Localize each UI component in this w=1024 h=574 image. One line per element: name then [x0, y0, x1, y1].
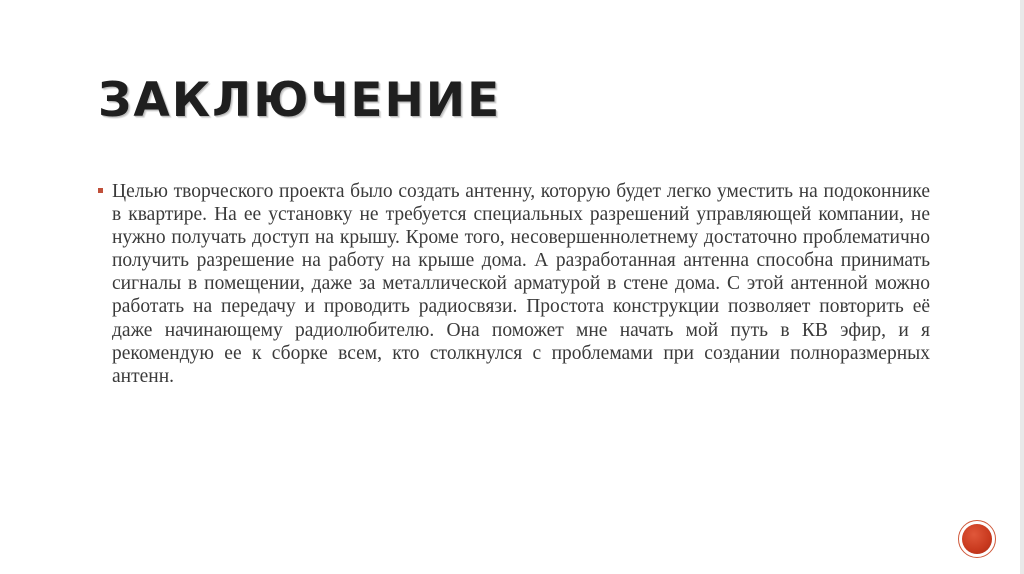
square-bullet-icon [98, 188, 103, 193]
slide-content [98, 180, 930, 388]
bullet-item [98, 180, 930, 388]
circle-nav-button-icon [962, 524, 992, 554]
next-slide-button[interactable] [958, 520, 996, 558]
slide-edge [1020, 0, 1024, 574]
bullet-marker [98, 180, 112, 193]
bullet-text: Целью творческого проекта было создать антенну, которую будет легко уместить на подоконнике в квартире. На ее установку не требуется специальных разрешений управляющей компании, не нужно получать доступ на крышу. Кроме того, несовершеннолетнему достаточно проблематично получить разрешение на работу на крыше дома. А разработанная антенна способна принимать сигналы в помещении, даже за металлической арматурой в стене дома. С этой антенной можно работать на передачу и проводить радиосвязи. Простота конструкции позволяет повторить её даже начинающему радиолюбителю. Она поможет мне начать мой путь в КВ эфир, и я рекомендую ее к сборке всем, кто столкнулся с проблемами при создании полноразмерных антенн. [112, 181, 930, 387]
slide-title: ЗАКЛЮЧЕНИЕ [98, 73, 502, 128]
